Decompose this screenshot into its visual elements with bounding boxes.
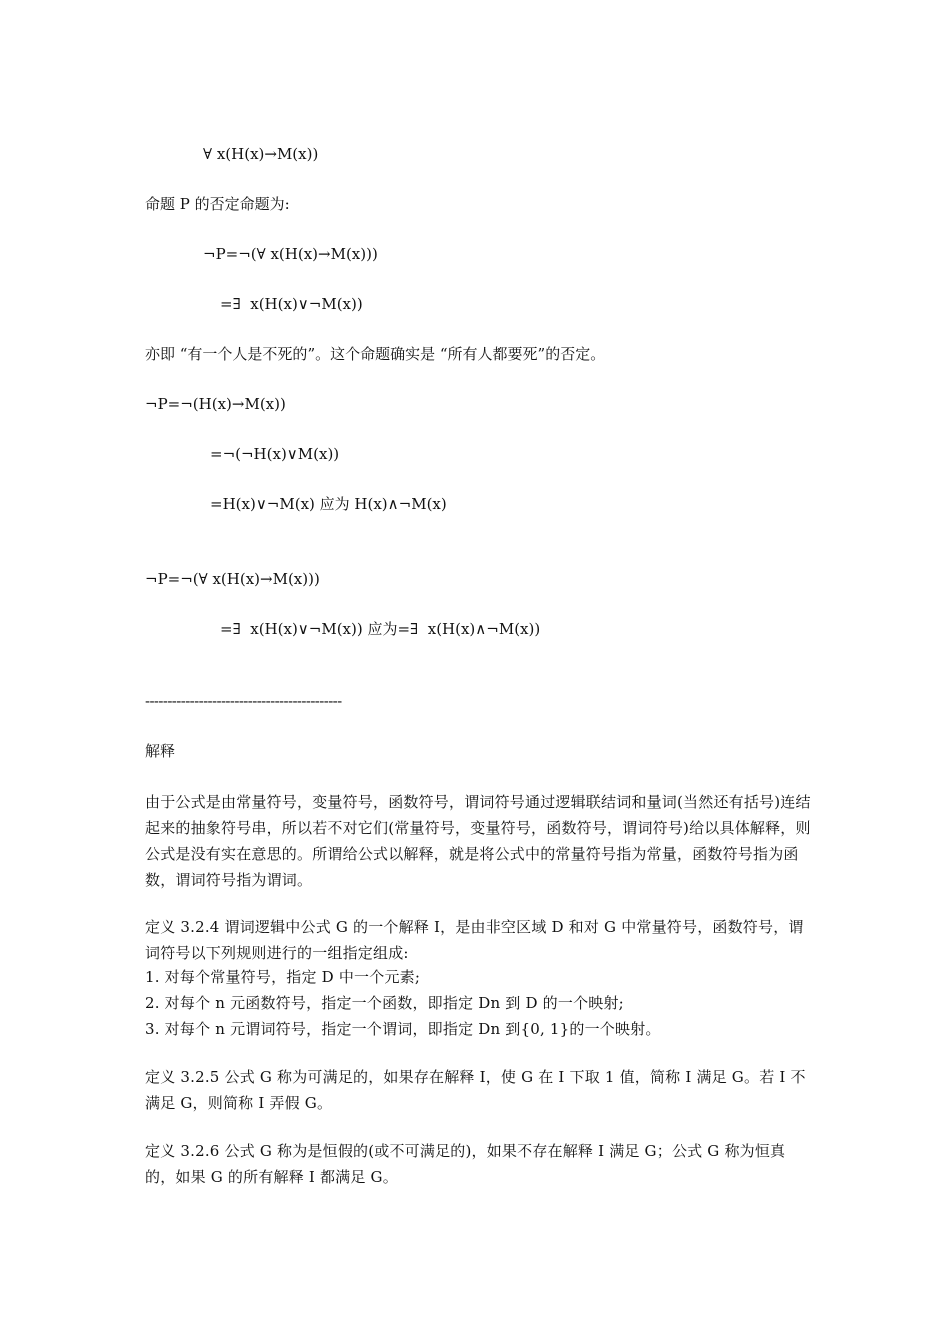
- section-heading: 解释: [145, 742, 176, 760]
- negation-intro: 命题 P 的否定命题为:: [145, 195, 290, 213]
- correction-2-line-2: =∃ x(H(x)∨¬M(x)) 应为=∃ x(H(x)∧¬M(x)): [220, 620, 541, 638]
- definition-3-2-6: 定义 3.2.6 公式 G 称为是恒假的(或不可满足的)，如果不存在解释 I 满足 G；公式 G 称为恒真的，如果 G 的所有解释 I 都满足 G。: [145, 1142, 786, 1186]
- separator-line: --------------------------------------------: [145, 692, 342, 710]
- rule-3: 3. 对每个 n 元谓词符号，指定一个谓词，即指定 Dn 到{0, 1}的一个映射。: [145, 1020, 661, 1038]
- correction-1-line-1: ¬P=¬(H(x)→M(x)): [145, 395, 286, 413]
- rule-2: 2. 对每个 n 元函数符号，指定一个函数，即指定 Dn 到 D 的一个映射;: [145, 994, 624, 1012]
- intro-paragraph: 由于公式是由常量符号，变量符号，函数符号，谓词符号通过逻辑联结词和量词(当然还有括号)连结起来的抽象符号串，所以若不对它们(常量符号，变量符号，函数符号，谓词符号)给以具体解释，则公式是没有实在意思的。所谓给公式以解释，就是将公式中的常量符号指为常量，函数符号指为函数，谓词符号指为谓词。: [145, 793, 811, 889]
- negation-meaning: 亦即 “有一个人是不死的”。这个命题确实是 “所有人都要死”的否定。: [145, 345, 606, 363]
- negation-line-1: ¬P=¬(∀ x(H(x)→M(x))): [203, 245, 378, 263]
- correction-1-line-3: =H(x)∨¬M(x) 应为 H(x)∧¬M(x): [210, 495, 447, 513]
- definition-3-2-5: 定义 3.2.5 公式 G 称为可满足的，如果存在解释 I，使 G 在 I 下取 1 值，简称 I 满足 G。若 I 不满足 G，则简称 I 弄假 G。: [145, 1068, 806, 1112]
- formula-p-definition: ∀ x(H(x)→M(x)): [203, 145, 319, 163]
- correction-2-line-1: ¬P=¬(∀ x(H(x)→M(x))): [145, 570, 320, 588]
- rule-1: 1. 对每个常量符号，指定 D 中一个元素;: [145, 968, 421, 986]
- definition-3-2-4: 定义 3.2.4 谓词逻辑中公式 G 的一个解释 I，是由非空区域 D 和对 G 中常量符号，函数符号，谓词符号以下列规则进行的一组指定组成:: [145, 918, 804, 962]
- negation-line-2: =∃ x(H(x)∨¬M(x)): [220, 295, 363, 313]
- correction-1-line-2: =¬(¬H(x)∨M(x)): [210, 445, 340, 463]
